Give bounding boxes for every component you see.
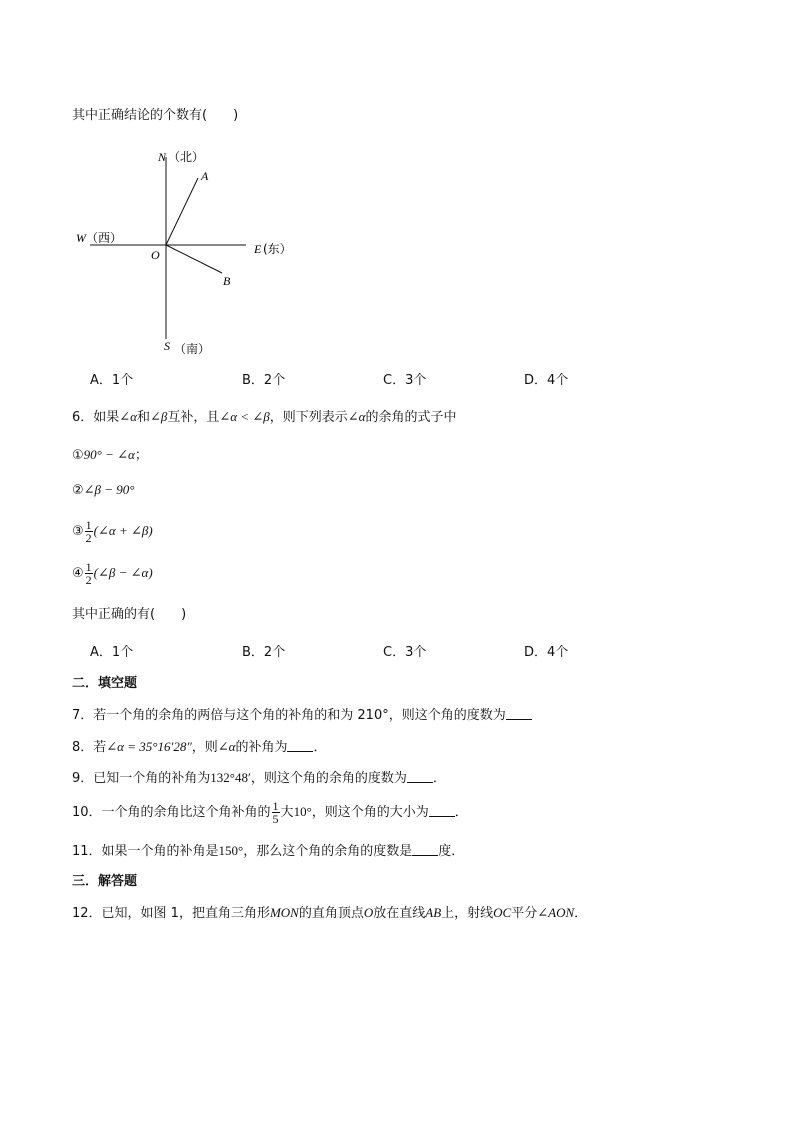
q12-t4: 平分 [511, 906, 538, 921]
q8 [72, 738, 327, 757]
q12-t2: 放在直线 [373, 906, 426, 921]
q5-option-b: B．2个 [242, 373, 286, 388]
q9 [72, 769, 446, 788]
q12-e4: OC [493, 905, 512, 920]
fraction-denominator: 2 [85, 573, 92, 587]
section-fill-in-title: 二．填空题 [72, 676, 138, 691]
label-N: N [158, 150, 167, 164]
q7-text: 7．若一个角的余角的两倍与这个角的补角的和为 210°，则这个角的度数为 [72, 708, 506, 723]
q10-pre: 10．一个角的余角比这个角补角的 [72, 805, 271, 820]
q6-item-1 [72, 446, 148, 465]
q6-option-c: C．3个 [383, 645, 427, 660]
q6-beta: ∠β [150, 409, 168, 424]
q6-num: 6．如果 [72, 410, 120, 425]
fraction-numerator: 1 [85, 518, 92, 532]
q6-stem-tail: 其中正确的有( ) [72, 607, 187, 622]
q5-option-c: C．3个 [383, 373, 427, 388]
q12-t3: 上，射线 [441, 906, 494, 921]
q9-pre: 9．已知一个角的补角为 [72, 771, 211, 786]
q6-item-4-expr: (∠β − ∠α) [93, 565, 153, 580]
q10-expr: 10° [293, 804, 312, 819]
q7-answer-blank [506, 707, 532, 720]
q6-ineq: ∠α < ∠β [219, 409, 270, 424]
q8-pre: 8．若 [72, 740, 107, 755]
q8-end: ． [313, 740, 327, 755]
q11-end: 度． [438, 844, 465, 859]
q10-post: ，则这个角的大小为 [311, 805, 429, 820]
label-W: W [76, 231, 86, 245]
q6-item-1-tail: ； [134, 448, 148, 463]
fraction-denominator: 2 [85, 531, 92, 545]
q6-item-3-fraction [85, 519, 93, 544]
q5-stem-tail: 其中正确结论的个数有( ) [72, 108, 239, 123]
q6-alpha: ∠α [119, 409, 137, 424]
q11-post: ，那么这个角的余角的度数是 [243, 844, 413, 859]
q12-e2: O [363, 905, 374, 920]
q6-item-3 [72, 518, 153, 545]
q9-post: ，则这个角的余角的度数为 [250, 771, 407, 786]
fraction-numerator: 1 [85, 560, 92, 574]
q12-e3: AB [425, 905, 442, 920]
q6-item-1-mark: ① [72, 448, 84, 463]
label-O: O [151, 248, 160, 262]
q9-end: ． [432, 771, 446, 786]
q11-pre: 11．如果一个角的补角是 [72, 844, 219, 859]
q6-item-2-expr: ∠β − 90° [83, 482, 135, 497]
q6-item-4-fraction [85, 561, 93, 586]
q6-item-4-mark: ④ [72, 566, 84, 581]
q9-answer-blank [407, 770, 433, 783]
q10-mid: 大 [280, 805, 294, 820]
q6-t6: ，则下列表示 [269, 410, 348, 425]
q5-option-d: D．4个 [524, 373, 569, 388]
section-answer-title: 三．解答题 [72, 874, 138, 889]
q11-answer-blank [412, 843, 438, 856]
q10-answer-blank [429, 804, 455, 817]
label-A: A [201, 169, 209, 183]
fraction-denominator: 5 [272, 812, 279, 826]
q12-end: ． [574, 906, 588, 921]
q6-t8: 的余角的式子中 [365, 410, 457, 425]
q12-e5: ∠AON [537, 905, 575, 920]
q10 [72, 799, 468, 826]
q12 [72, 904, 587, 923]
label-N-cn: （北） [168, 150, 205, 164]
q12-t1: 的直角顶点 [298, 906, 364, 921]
fraction-numerator: 1 [272, 799, 279, 813]
label-E: E [254, 242, 262, 256]
q9-expr: 132°48′ [210, 770, 251, 785]
q8-expr2: ∠α [217, 739, 236, 754]
q6-stem [72, 408, 457, 427]
q6-item-1-expr: 90° − ∠α [83, 447, 135, 462]
q7 [72, 707, 532, 725]
q8-answer-blank [287, 739, 313, 752]
q10-end: ． [454, 805, 468, 820]
q6-item-3-expr: (∠α + ∠β) [93, 523, 153, 538]
q6-t2: 和 [137, 410, 151, 425]
q6-item-3-mark: ③ [72, 524, 84, 539]
q8-expr: ∠α = 35°16′28″ [106, 739, 192, 754]
q6-option-d: D．4个 [524, 645, 569, 660]
compass-diagram [72, 145, 322, 365]
label-S-cn: （南） [174, 342, 211, 356]
q10-fraction [272, 800, 280, 825]
q6-item-2-mark: ② [72, 483, 84, 498]
q8-mid: ，则 [191, 740, 218, 755]
label-S: S [164, 339, 170, 353]
label-W-cn: （西） [86, 231, 123, 245]
q12-e1: MON [269, 905, 299, 920]
ray-OB [166, 245, 222, 273]
q6-option-a: A．1个 [90, 645, 134, 660]
q6-t4: 互补，且 [167, 410, 220, 425]
q6-item-2 [72, 481, 135, 500]
q8-post: 的补角为 [235, 740, 288, 755]
q11 [72, 842, 464, 861]
label-B: B [223, 274, 231, 288]
q12-pre: 12．已知，如图 1，把直角三角形 [72, 906, 270, 921]
q5-option-a: A．1个 [90, 373, 134, 388]
ray-OA [166, 178, 198, 245]
q11-expr: 150° [218, 843, 244, 858]
q6-item-4 [72, 560, 153, 587]
q6-option-b: B．2个 [242, 645, 286, 660]
q6-alpha2: ∠α [347, 409, 366, 424]
label-E-cn: (东） [263, 242, 292, 256]
